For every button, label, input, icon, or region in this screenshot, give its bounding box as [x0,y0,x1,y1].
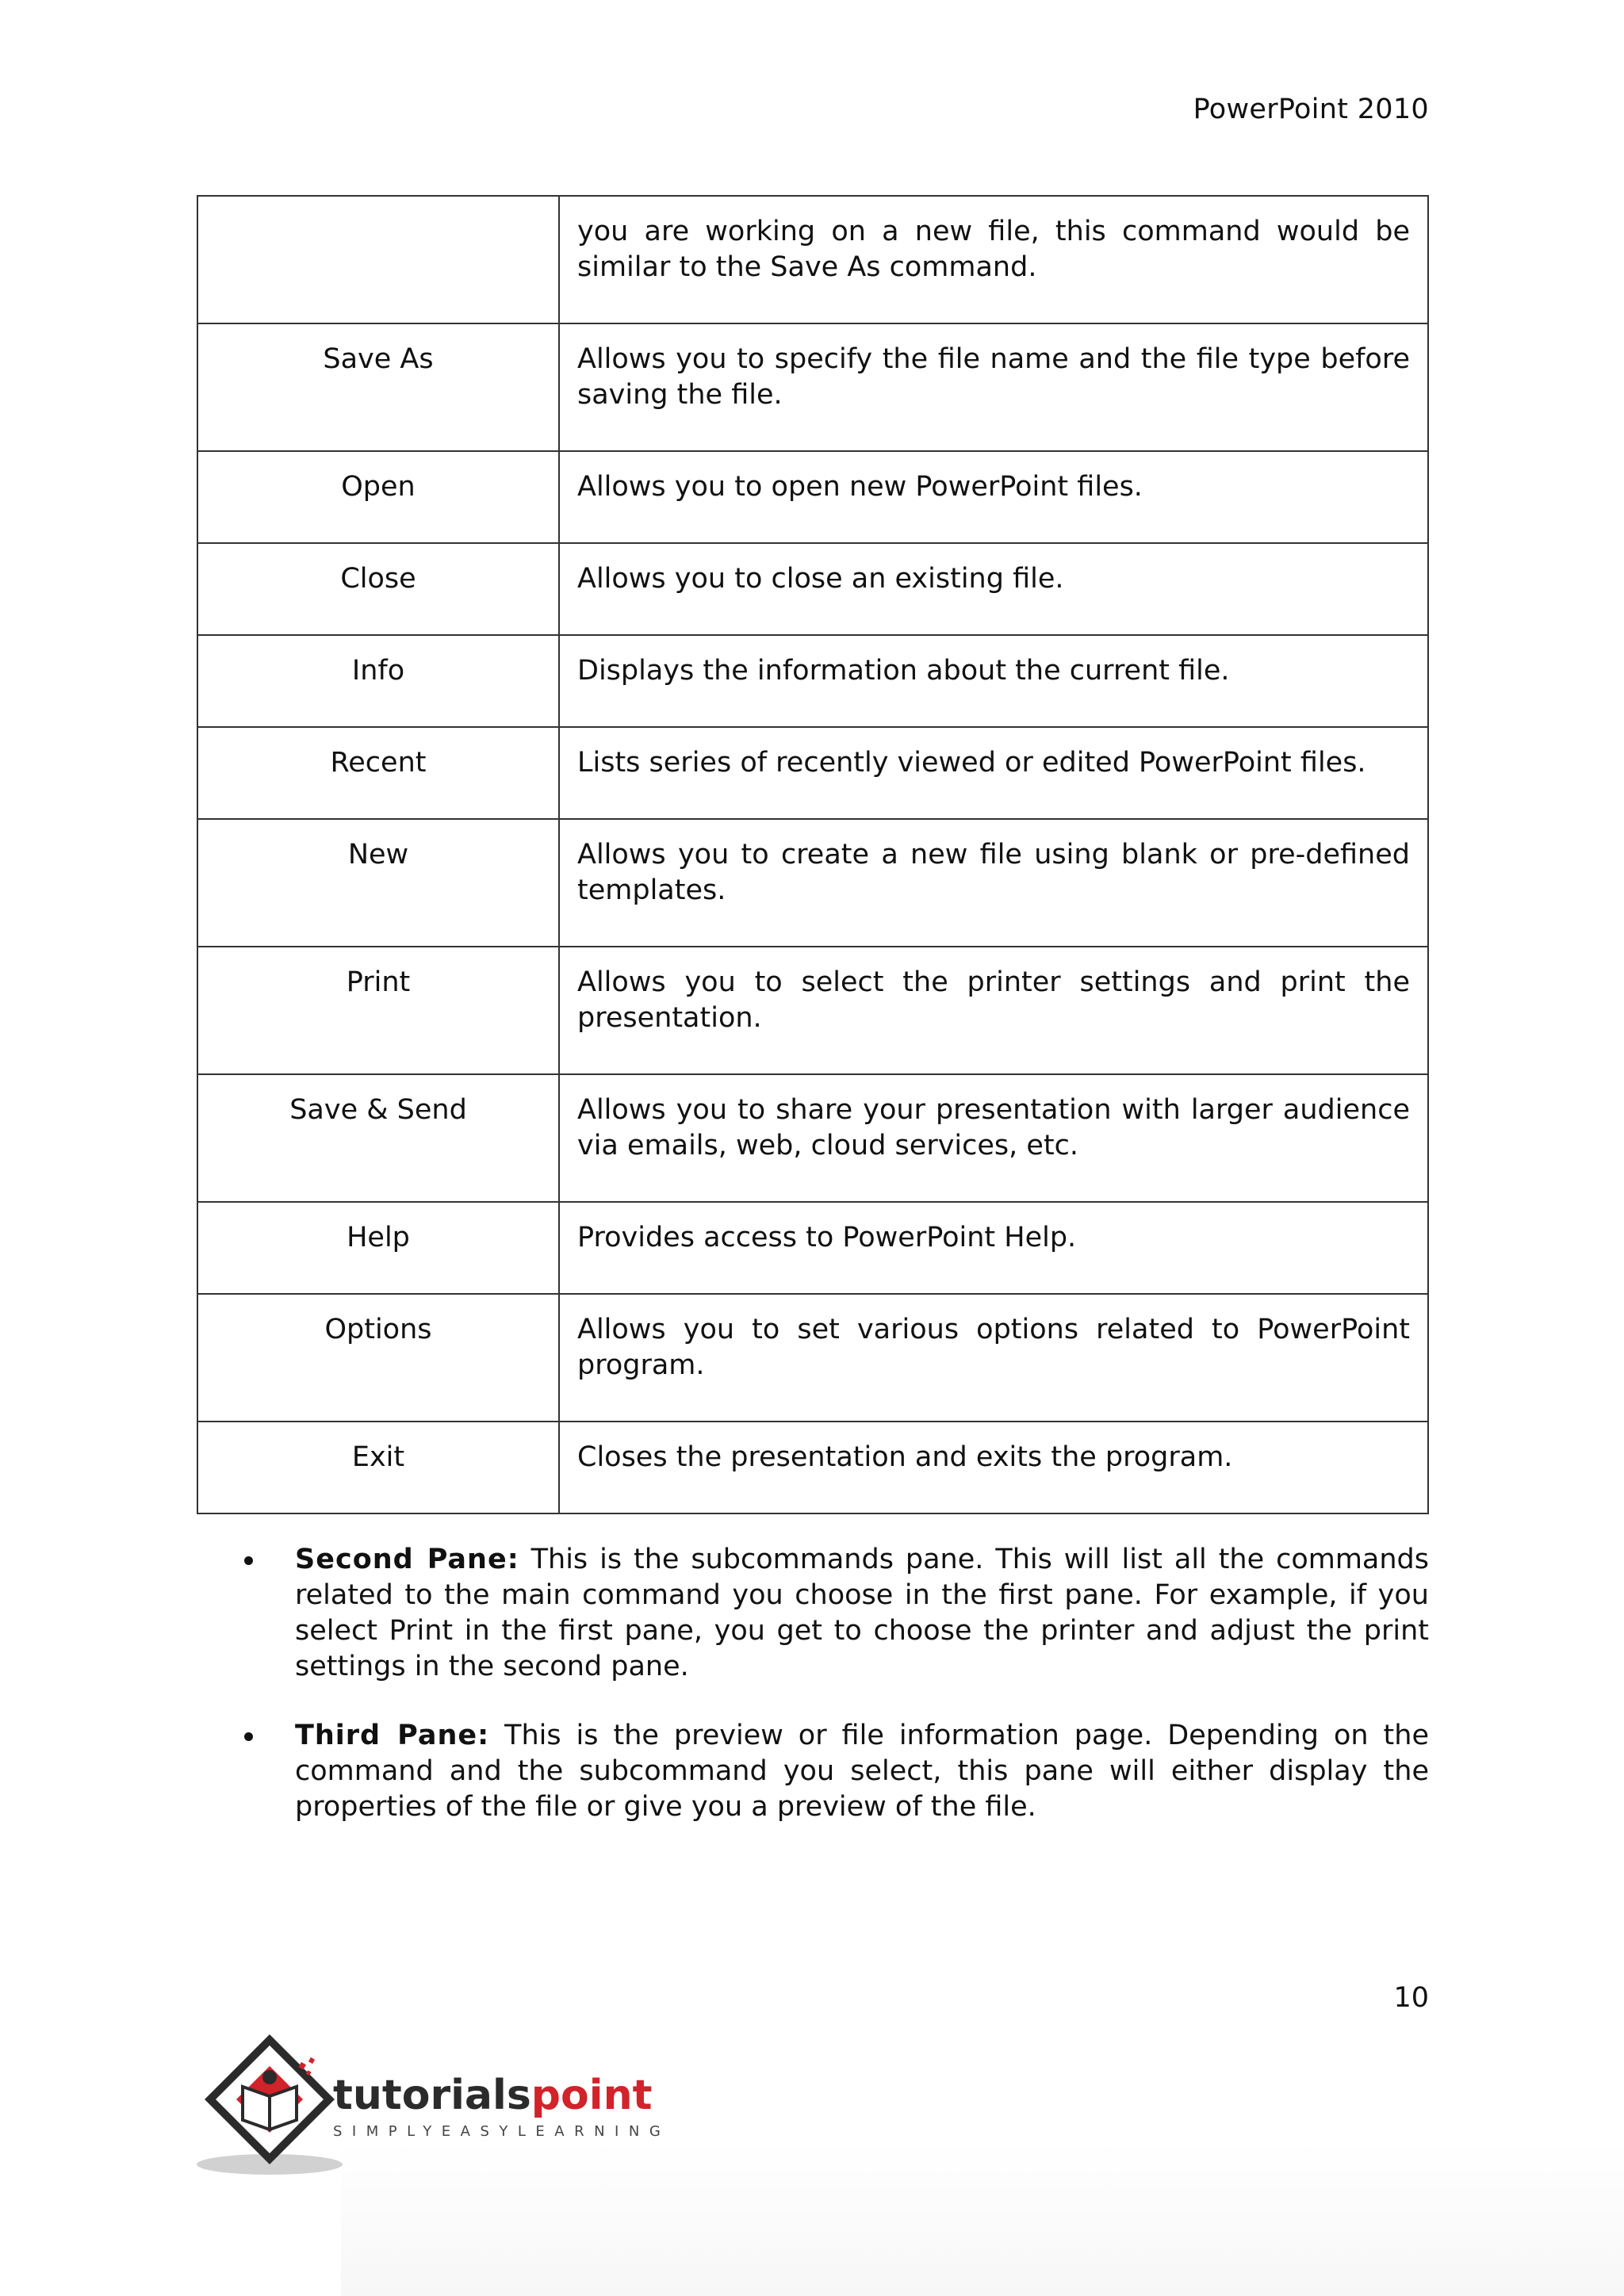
table-row [197,1202,1428,1294]
tutorialspoint-logo [193,2031,685,2185]
table-row [197,196,1428,323]
command-cell: Close [197,543,559,635]
description-cell: Provides access to PowerPoint Help. [559,1202,1428,1294]
command-cell: Exit [197,1422,559,1513]
page-number: 10 [1393,1982,1429,2014]
description-cell: Allows you to close an existing file. [559,543,1428,635]
bullet-term: Second Pane: [295,1544,519,1575]
logo-word-tutorials: tutorialspoint [333,2072,653,2119]
description-cell: Allows you to share your presentation with larger audience via emails, web, cloud services, etc. [559,1074,1428,1202]
commands-table [197,195,1429,1514]
bullet-icon [244,1732,253,1741]
command-cell: Info [197,635,559,727]
logo-tagline: SIMPLYEASYLEARNING [333,2123,671,2140]
table-row [197,1422,1428,1513]
description-cell: Lists series of recently viewed or edited PowerPoint files. [559,727,1428,819]
command-cell [197,196,559,323]
description-cell: Displays the information about the current file. [559,635,1428,727]
command-cell: Help [197,1202,559,1294]
bullet-icon [244,1556,253,1565]
table-row [197,323,1428,451]
description-cell: Allows you to set various options related to PowerPoint program. [559,1294,1428,1422]
table-row [197,947,1428,1074]
logo-icon [193,2031,685,2182]
table-row [197,1074,1428,1202]
description-cell: Allows you to create a new file using blank or pre-defined templates. [559,819,1428,947]
table-row [197,819,1428,947]
command-cell: Save & Send [197,1074,559,1202]
command-cell: Save As [197,323,559,451]
description-cell: you are working on a new file, this command would be similar to the Save As command. [559,196,1428,323]
description-cell: Allows you to open new PowerPoint files. [559,451,1428,543]
bullet-term: Third Pane: [295,1720,490,1751]
bullet-text: This is the preview or file information page. Depending on the command and the subcommand you select, this pane will either display the properties of the file or give you a preview of the file. [295,1720,1429,1823]
table-row [197,727,1428,819]
description-cell: Allows you to select the printer settings and print the presentation. [559,947,1428,1074]
table-row [197,543,1428,635]
list-item [238,1718,1429,1825]
description-cell: Closes the presentation and exits the program. [559,1422,1428,1513]
bullet-text: This is the subcommands pane. This will list all the commands related to the main command you choose in the first pane. For example, if you select Print in the first pane, you get to choose the printer and adjust the print settings in the second pane. [295,1544,1430,1682]
pane-bullet-list [238,1542,1429,1858]
table-row [197,635,1428,727]
command-cell: Recent [197,727,559,819]
table-row [197,451,1428,543]
command-cell: Options [197,1294,559,1422]
description-cell: Allows you to specify the file name and the file type before saving the file. [559,323,1428,451]
command-cell: Print [197,947,559,1074]
list-item [238,1542,1429,1685]
command-cell: New [197,819,559,947]
table-row [197,1294,1428,1422]
running-header: PowerPoint 2010 [1193,94,1429,125]
command-cell: Open [197,451,559,543]
